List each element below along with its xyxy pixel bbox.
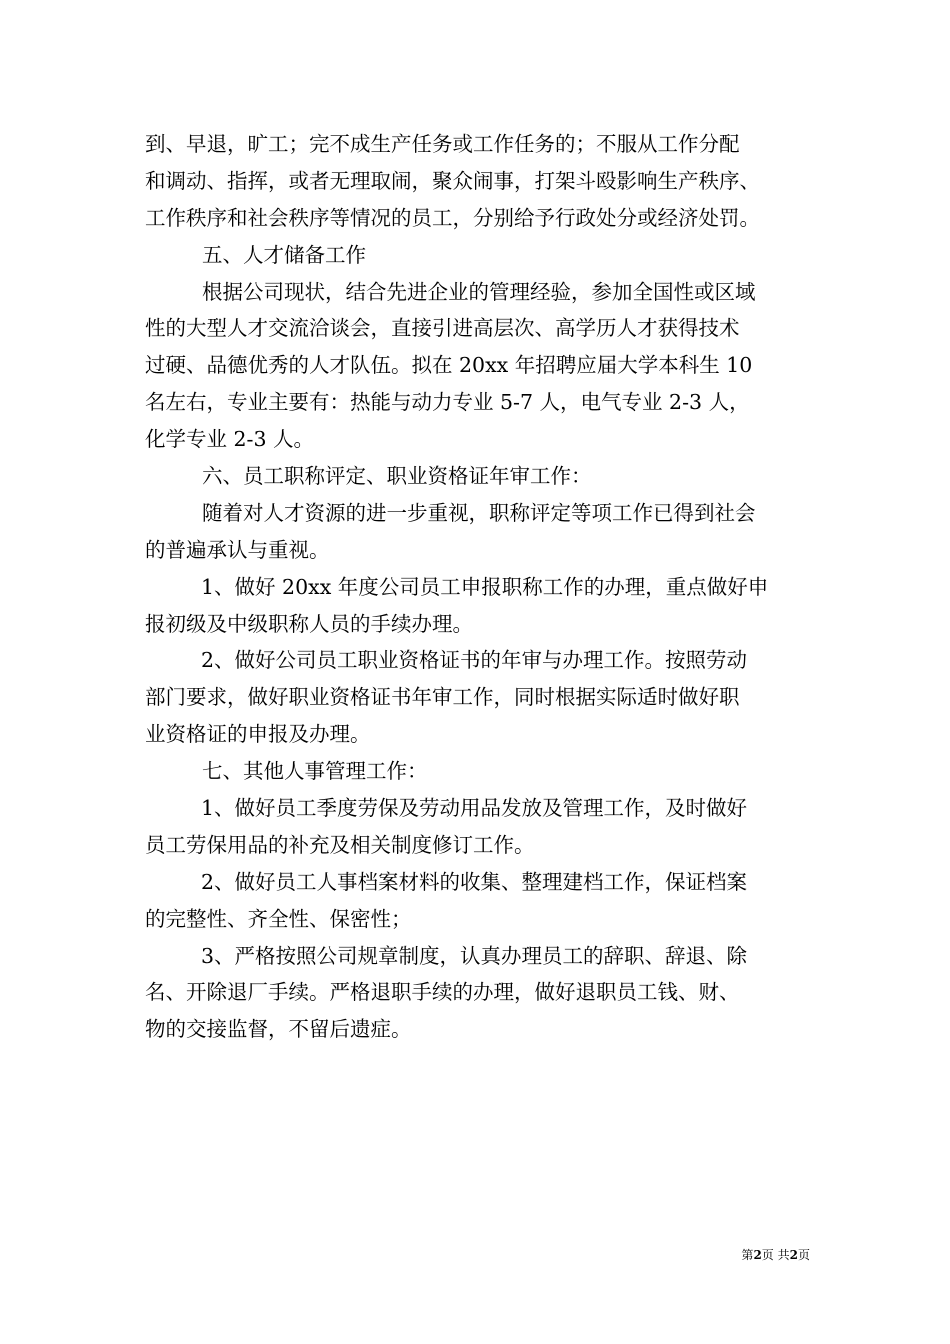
- text-line: 和调动、指挥，或者无理取闹，聚众闹事，打架斗殴影响生产秩序、: [145, 168, 760, 193]
- current-page-number: 2: [753, 1248, 762, 1262]
- list-item-7-1: 1、做好员工季度劳保及劳动用品发放及管理工作，及时做好: [201, 796, 748, 821]
- text-line: 名、开除退厂手续。严格退职手续的办理，做好退职员工钱、财、: [145, 980, 740, 1005]
- footer-suffix: 页: [797, 1248, 810, 1262]
- text-line: 部门要求，做好职业资格证书年审工作，同时根据实际适时做好职: [145, 685, 740, 710]
- text-line: 报初级及中级职称人员的手续办理。: [145, 611, 473, 636]
- text-line: 业资格证的申报及办理。: [145, 722, 371, 747]
- list-item-7-2: 2、做好员工人事档案材料的收集、整理建档工作，保证档案: [201, 869, 748, 894]
- list-item-7-3: 3、严格按照公司规章制度，认真办理员工的辞职、辞退、除: [201, 943, 748, 968]
- text-line: 的普遍承认与重视。: [145, 537, 330, 562]
- text-line: 名左右，专业主要有：热能与动力专业 5-7 人，电气专业 2-3 人，: [145, 390, 750, 415]
- text-line: 随着对人才资源的进一步重视，职称评定等项工作已得到社会: [202, 500, 756, 525]
- text-line: 到、早退，旷工；完不成生产任务或工作任务的；不服从工作分配: [145, 132, 740, 156]
- list-item-6-1: 1、做好 20xx 年度公司员工申报职称工作的办理，重点做好申: [201, 574, 769, 599]
- section-heading-6: 六、员工职称评定、职业资格证年审工作：: [202, 464, 592, 489]
- text-line: 性的大型人才交流洽谈会，直接引进高层次、高学历人才获得技术: [145, 316, 740, 341]
- section-heading-7: 七、其他人事管理工作：: [202, 759, 428, 784]
- text-line: 员工劳保用品的补充及相关制度修订工作。: [145, 832, 535, 857]
- document-body: [145, 126, 815, 1048]
- text-line: 化学专业 2-3 人。: [145, 427, 315, 452]
- section-heading-5: 五、人才储备工作: [202, 242, 366, 267]
- list-item-6-2: 2、做好公司员工职业资格证书的年审与办理工作。按照劳动: [201, 648, 748, 673]
- text-line: 的完整性、齐全性、保密性；: [145, 906, 412, 931]
- page-footer: [700, 1247, 810, 1263]
- text-line: 过硬、品德优秀的人才队伍。拟在 20xx 年招聘应届大学本科生 10: [145, 353, 753, 378]
- footer-middle: 页 共: [761, 1248, 790, 1262]
- text-line: 根据公司现状，结合先进企业的管理经验，参加全国性或区域: [202, 279, 756, 304]
- total-pages-number: 2: [789, 1248, 798, 1262]
- footer-prefix: 第: [741, 1248, 754, 1262]
- text-line: 工作秩序和社会秩序等情况的员工，分别给予行政处分或经济处罚。: [145, 205, 760, 230]
- text-line: 物的交接监督，不留后遗症。: [145, 1017, 412, 1042]
